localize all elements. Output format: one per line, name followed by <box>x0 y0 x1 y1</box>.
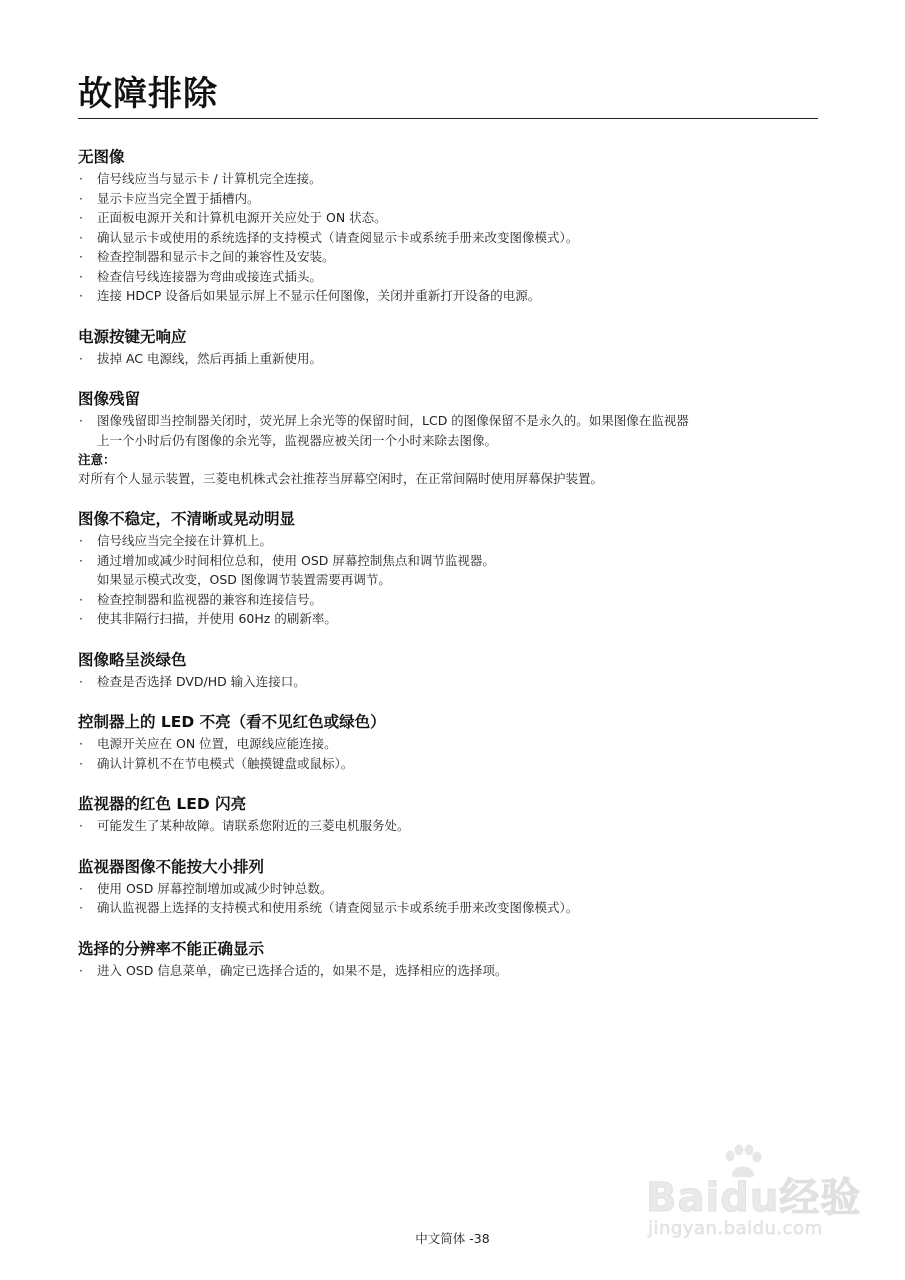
list-item-text: 拔掉 AC 电源线，然后再插上重新使用。 <box>97 350 323 366</box>
list-item-text: 检查控制器和监视器的兼容和连接信号。 <box>97 591 323 607</box>
section-heading: 图像残留 <box>78 390 141 408</box>
list-item-text: 通过增加或减少时间相位总和，使用 OSD 屏幕控制焦点和调节监视器。 <box>97 552 495 568</box>
bullet-dot: · <box>79 413 83 428</box>
section <box>78 326 820 369</box>
bullet-dot: · <box>79 962 83 978</box>
section-heading: 控制器上的 LED 不亮（看不见红色或绿色） <box>78 713 386 731</box>
watermark-url: jingyan.baidu.com <box>648 1218 823 1239</box>
list-item-text: 如果显示模式改变，OSD 图像调节装置需要再调节。 <box>97 572 391 587</box>
list-item-text: 检查是否选择 DVD/HD 输入连接口。 <box>97 673 306 689</box>
list-item-text: 信号线应当与显示卡 / 计算机完全连接。 <box>97 171 322 186</box>
bullet-dot: · <box>79 900 83 915</box>
bullet-dot: · <box>79 818 83 833</box>
list-item <box>78 754 820 774</box>
list-item-text: 检查信号线连接器为弯曲或接连式插头。 <box>97 268 323 284</box>
bullet-dot: · <box>79 552 83 568</box>
list-item <box>78 228 820 248</box>
list-item <box>78 531 820 551</box>
troubleshooting-content <box>78 146 820 1000</box>
bullet-list <box>78 734 820 773</box>
section-heading: 监视器图像不能按大小排列 <box>78 857 265 876</box>
list-item <box>78 349 820 369</box>
bullet-dot: · <box>79 350 83 366</box>
section <box>78 388 820 488</box>
bullet-dot: · <box>79 268 83 284</box>
list-item <box>78 898 820 918</box>
list-item-text: 显示卡应当完全置于插槽内。 <box>97 190 260 206</box>
section-heading: 监视器的红色 LED 闪亮 <box>78 795 247 813</box>
bullet-dot: · <box>79 190 83 206</box>
list-item <box>78 879 820 899</box>
section <box>78 146 820 306</box>
bullet-dot: · <box>79 171 83 186</box>
list-item-text: 检查控制器和显示卡之间的兼容性及安装。 <box>97 249 335 264</box>
page-footer: 中文简体 -38 <box>415 1231 490 1246</box>
bullet-dot: · <box>79 210 83 225</box>
list-item <box>78 208 820 228</box>
list-item <box>78 267 820 287</box>
section-heading: 图像略呈淡绿色 <box>78 650 187 669</box>
bullet-list <box>78 961 820 981</box>
list-item <box>78 961 820 981</box>
bullet-list <box>78 349 820 369</box>
list-item <box>78 169 820 189</box>
section <box>78 711 820 773</box>
section-heading: 图像不稳定，不清晰或晃动明显 <box>78 510 296 528</box>
bullet-dot: · <box>79 533 83 548</box>
bullet-dot: · <box>79 611 83 626</box>
list-item-text: 连接 HDCP 设备后如果显示屏上不显示任何图像，关闭并重新打开设备的电源。 <box>97 288 541 303</box>
list-item-text: 可能发生了某种故障。请联系您附近的三菱电机服务处。 <box>97 818 410 833</box>
list-item <box>78 286 820 306</box>
section-heading: 选择的分辨率不能正确显示 <box>78 939 265 958</box>
list-item <box>78 247 820 267</box>
list-item <box>78 189 820 209</box>
bullet-list <box>78 531 820 629</box>
note-label: 注意： <box>78 452 116 467</box>
bullet-list <box>78 879 820 918</box>
section <box>78 856 820 918</box>
bullet-dot: · <box>79 288 83 303</box>
list-item <box>78 734 820 754</box>
bullet-list <box>78 411 820 450</box>
baidu-jingyan-watermark <box>640 1140 860 1240</box>
section <box>78 793 820 836</box>
list-item <box>78 609 820 629</box>
bullet-dot: · <box>79 591 83 607</box>
title-divider <box>78 118 818 119</box>
list-item-text: 电源开关应在 ON 位置，电源线应能连接。 <box>97 736 337 751</box>
bullet-dot: · <box>79 755 83 771</box>
section <box>78 508 820 629</box>
list-item <box>78 411 820 450</box>
list-item <box>78 590 820 610</box>
section-heading: 电源按键无响应 <box>78 327 187 346</box>
section <box>78 938 820 981</box>
list-item-text: 确认监视器上选择的支持模式和使用系统（请查阅显示卡或系统手册来改变图像模式）。 <box>97 900 579 915</box>
list-item-text: 进入 OSD 信息菜单，确定已选择合适的，如果不是，选择相应的选择项。 <box>97 962 508 978</box>
list-item-text: 上一个小时后仍有图像的余光等，监视器应被关闭一个小时来除去图像。 <box>97 432 498 448</box>
bullet-list <box>78 169 820 306</box>
bullet-list <box>78 672 820 692</box>
section-heading: 无图像 <box>78 148 125 166</box>
bullet-list <box>78 816 820 836</box>
list-item <box>78 816 820 836</box>
bullet-dot: · <box>79 249 83 264</box>
list-item-text: 正面板电源开关和计算机电源开关应处于 ON 状态。 <box>97 210 387 225</box>
list-item-text: 图像残留即当控制器关闭时，荧光屏上余光等的保留时间，LCD 的图像保留不是永久的。如果图像在监视器 <box>97 413 689 428</box>
bullet-dot: · <box>79 229 83 245</box>
page-title: 故障排除 <box>78 74 218 114</box>
list-item <box>78 551 820 590</box>
bullet-dot: · <box>79 736 83 751</box>
list-item <box>78 672 820 692</box>
list-item-text: 确认显示卡或使用的系统选择的支持模式（请查阅显示卡或系统手册来改变图像模式）。 <box>97 229 579 245</box>
section <box>78 649 820 692</box>
bullet-dot: · <box>79 880 83 896</box>
list-item-text: 使其非隔行扫描，并使用 60Hz 的刷新率。 <box>97 611 337 626</box>
list-item-text: 确认计算机不在节电模式（触摸键盘或鼠标）。 <box>97 755 354 771</box>
list-item-text: 信号线应当完全接在计算机上。 <box>97 533 273 548</box>
note-text: 对所有个人显示装置，三菱电机株式会社推荐当屏幕空闲时，在正常间隔时使用屏幕保护装置。 <box>78 471 604 486</box>
bullet-dot: · <box>79 673 83 689</box>
list-item-text: 使用 OSD 屏幕控制增加或减少时钟总数。 <box>97 880 333 896</box>
watermark-brand: Baidu经验 <box>646 1175 862 1221</box>
